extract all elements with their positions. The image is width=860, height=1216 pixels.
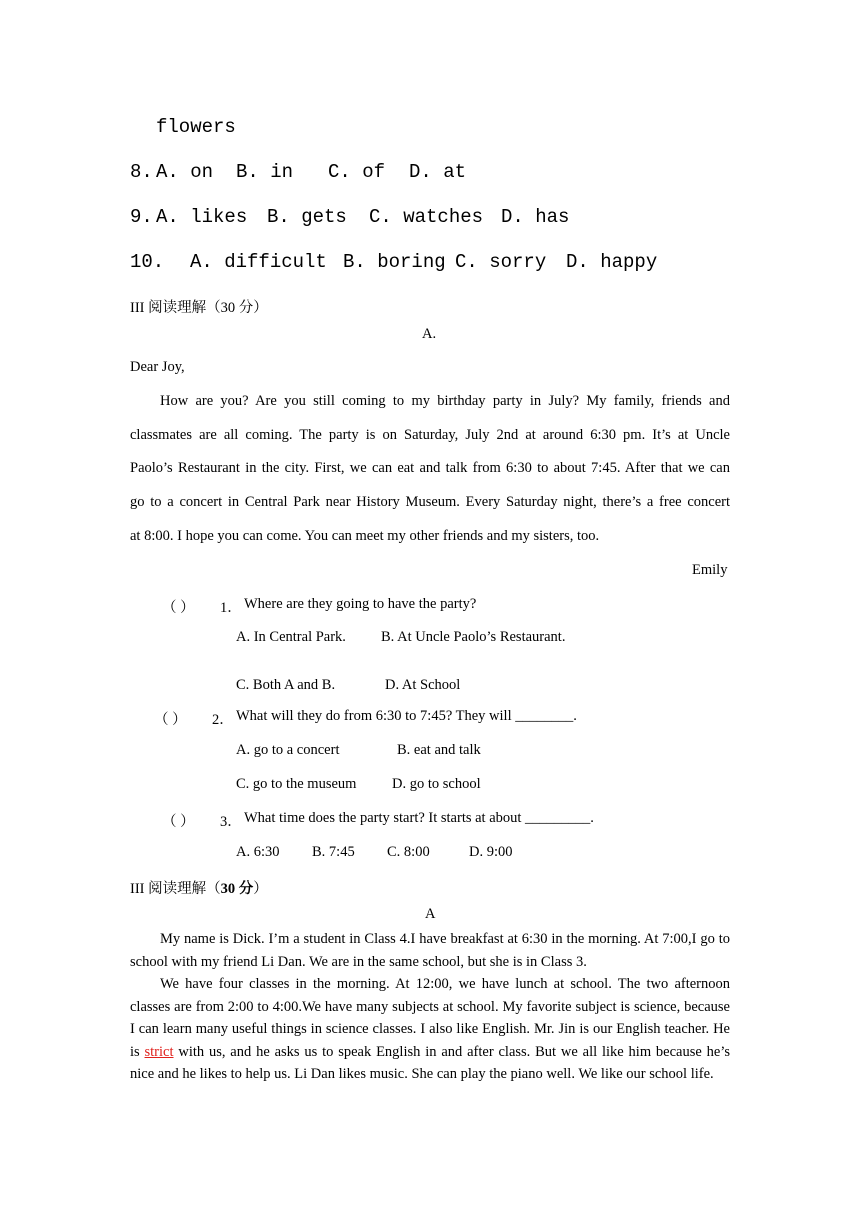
q8-opt-c: C. of bbox=[328, 161, 386, 183]
section1-letter: A. bbox=[422, 326, 437, 342]
passage-paragraph-1: My name is Dick. I’m a student in Class 4.I have breakfast at 6:30 in the morning. At 7:00,I go to school with my friend Li Dan. We are in the same school, but she is in Class 3. bbox=[130, 931, 730, 970]
option-d: D. At School bbox=[385, 677, 461, 693]
q8-num: 8. bbox=[130, 161, 153, 183]
question-number: 1． bbox=[220, 600, 242, 616]
q9-opt-c: C. watches bbox=[369, 206, 484, 228]
section2-heading-prefix: III 阅读理解（ bbox=[130, 881, 221, 897]
q9-opt-a: A. likes bbox=[156, 206, 248, 228]
q9-opt-d: D. has bbox=[501, 206, 570, 228]
letter-signature: Emily bbox=[692, 562, 728, 578]
q8-opt-b: B. in bbox=[236, 161, 294, 183]
cont-word: flowers bbox=[156, 116, 236, 138]
q10-opt-d: D. happy bbox=[566, 251, 658, 273]
answer-paren[interactable]: （ ） bbox=[162, 814, 195, 830]
option-a: A. In Central Park. bbox=[236, 629, 346, 645]
option-c: C. 8:00 bbox=[387, 844, 430, 860]
option-a: A. 6:30 bbox=[236, 844, 280, 860]
option-b: B. 7:45 bbox=[312, 844, 355, 860]
answer-paren[interactable]: （ ） bbox=[154, 712, 187, 728]
option-b: B. eat and talk bbox=[397, 742, 481, 758]
option-d: D. go to school bbox=[392, 776, 481, 792]
option-d: D. 9:00 bbox=[469, 844, 513, 860]
passage-paragraph-2 bbox=[130, 973, 730, 1086]
highlighted-word: strict bbox=[144, 1043, 174, 1060]
letter-line: Paolo’s Restaurant in the city. First, we can eat and talk from 6:30 to about 7:45. After that we can bbox=[130, 460, 730, 476]
answer-paren[interactable]: （ ） bbox=[162, 600, 195, 616]
section2-heading bbox=[130, 877, 268, 898]
q8-opt-a: A. on bbox=[156, 161, 214, 183]
letter-line: classmates are all coming. The party is on Saturday, July 2nd at around 6:30 pm. It’s at Uncle bbox=[130, 427, 730, 443]
section1-heading: III 阅读理解（30 分） bbox=[130, 300, 268, 316]
question-number: 2． bbox=[212, 712, 234, 728]
section2-heading-suffix: ） bbox=[253, 881, 268, 897]
option-c: C. go to the museum bbox=[236, 776, 357, 792]
q9-opt-b: B. gets bbox=[267, 206, 347, 228]
letter-greeting: Dear Joy, bbox=[130, 359, 185, 375]
question-number: 3． bbox=[220, 814, 242, 830]
question-text: Where are they going to have the party? bbox=[244, 596, 477, 612]
q10-opt-a: A. difficult bbox=[190, 251, 327, 273]
option-c: C. Both A and B. bbox=[236, 677, 336, 693]
q9-num: 9. bbox=[130, 206, 153, 228]
letter-line: go to a concert in Central Park near History Museum. Every Saturday night, there’s a free concert bbox=[130, 494, 730, 510]
section2-heading-score: 30 分 bbox=[220, 881, 254, 897]
letter-line: How are you? Are you still coming to my birthday party in July? My family, friends and bbox=[160, 393, 730, 409]
paragraph-text: with us, and he asks us to speak English in and after class. But we all like him because he’s nice and he likes to help us. Li Dan likes music. She can play the piano well. We like our school life. bbox=[130, 1043, 731, 1083]
question-text: What time does the party start? It starts at about _________. bbox=[244, 810, 594, 826]
option-b: B. At Uncle Paolo’s Restaurant. bbox=[381, 629, 566, 645]
paragraph-text: We have four classes in the morning. At 12:00, we have lunch at school. The two afternoon classes are from 2:00 to 4:00.We have many subjects at school. My favorite subject is science, because I can learn many useful things in science classes. I also like English. Mr. Jin is our English teacher. He is bbox=[130, 976, 730, 1060]
letter-line: at 8:00. I hope you can come. You can meet my other friends and my sisters, too. bbox=[130, 528, 600, 544]
q10-opt-b: B. boring bbox=[343, 251, 446, 273]
option-a: A. go to a concert bbox=[236, 742, 340, 758]
q8-opt-d: D. at bbox=[409, 161, 467, 183]
q10-num: 10. bbox=[130, 251, 165, 273]
section2-letter: A bbox=[425, 906, 436, 922]
question-text: What will they do from 6:30 to 7:45? They will ________. bbox=[236, 708, 577, 724]
q10-opt-c: C. sorry bbox=[455, 251, 547, 273]
